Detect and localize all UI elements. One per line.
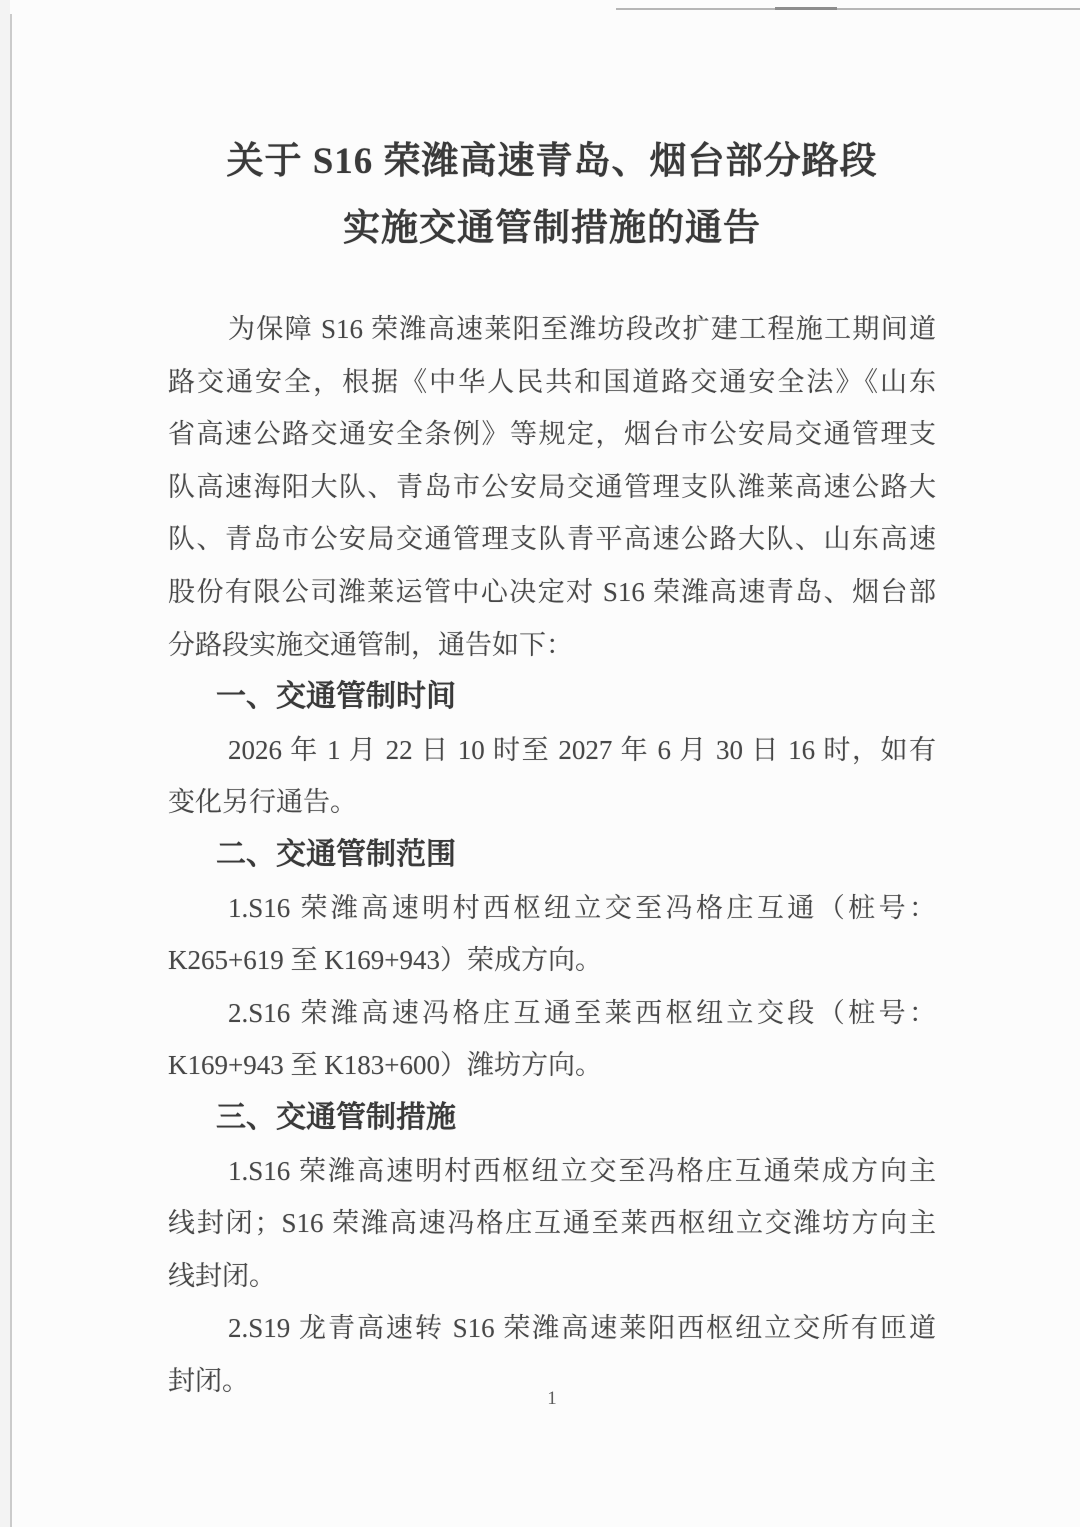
section-3-item-1-line: 线封闭；S16 荣潍高速冯格庄互通至莱西枢纽立交潍坊方向主	[168, 1208, 936, 1239]
intro-line: 省高速公路交通安全条例》等规定，烟台市公安局交通管理支	[168, 419, 936, 450]
section-2-item-2-line: 2.S16 荣潍高速冯格庄互通至莱西枢纽立交段（桩号：	[228, 997, 936, 1028]
scan-left-margin	[0, 0, 10, 1527]
section-1-line: 2026 年 1 月 22 日 10 时至 2027 年 6 月 30 日 16 时，如有	[228, 734, 936, 765]
document-body	[168, 303, 936, 1407]
page-number: 1	[547, 1388, 557, 1409]
intro-line: 分路段实施交通管制，通告如下：	[168, 629, 573, 660]
document-title-line-1: 关于 S16 荣潍高速青岛、烟台部分路段	[226, 141, 878, 182]
intro-line: 股份有限公司潍莱运管中心决定对 S16 荣潍高速青岛、烟台部	[168, 576, 936, 607]
section-2-item-2-line: K169+943 至 K183+600）潍坊方向。	[168, 1050, 602, 1081]
section-2-item-1-line: 1.S16 荣潍高速明村西枢纽立交至冯格庄互通（桩号：	[228, 892, 936, 923]
scan-top-edge-line-dark-segment	[775, 7, 837, 10]
scan-left-edge-line	[10, 14, 12, 1527]
section-3-heading: 三、交通管制措施	[216, 1100, 456, 1134]
document-title-line-2: 实施交通管制措施的通告	[343, 208, 761, 249]
section-3-item-2-line: 封闭。	[168, 1365, 249, 1396]
scan-top-edge-line	[616, 8, 1080, 10]
intro-line: 路交通安全，根据《中华人民共和国道路交通安全法》《山东	[168, 366, 936, 397]
intro-line: 队、青岛市公安局交通管理支队青平高速公路大队、山东高速	[168, 524, 936, 555]
section-1-heading: 一、交通管制时间	[216, 680, 456, 714]
intro-line: 为保障 S16 荣潍高速莱阳至潍坊段改扩建工程施工期间道	[228, 314, 936, 344]
document-title	[156, 128, 948, 262]
section-3-item-2-line: 2.S19 龙青高速转 S16 荣潍高速莱阳西枢纽立交所有匝道	[228, 1313, 936, 1344]
section-1-line: 变化另行通告。	[168, 787, 357, 818]
section-3-item-1-line: 线封闭。	[168, 1260, 276, 1291]
intro-line: 队高速海阳大队、青岛市公安局交通管理支队潍莱高速公路大	[168, 471, 936, 502]
section-2-item-1-line: K265+619 至 K169+943）荣成方向。	[168, 945, 602, 976]
section-3-item-1-line: 1.S16 荣潍高速明村西枢纽立交至冯格庄互通荣成方向主	[228, 1155, 936, 1186]
section-2-heading: 二、交通管制范围	[216, 837, 456, 871]
